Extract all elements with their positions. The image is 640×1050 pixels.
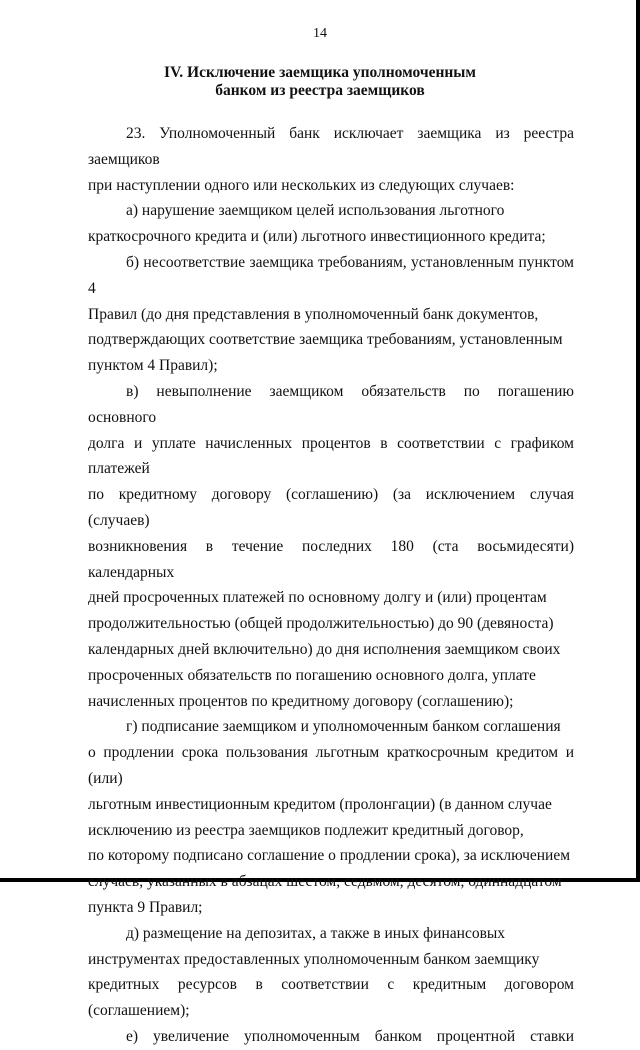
section-title <box>0 64 640 100</box>
page-number: 14 <box>313 26 327 41</box>
section-title-line-1: IV. Исключение заемщика уполномоченным <box>164 64 476 81</box>
document-body <box>88 121 574 1050</box>
section-title-line-2: банком из реестра заемщиков <box>215 82 425 99</box>
paragraph-23: 23. Уполномоченный банк исключает заемщика из реестра заемщиков при наступлении одного или нескольких из следующих случаев: <box>88 125 574 194</box>
paragraph-e: е) увеличение уполномоченным банком процентной ставки <box>126 1027 574 1045</box>
paragraph-g: г) подписание заемщиком и уполномоченным банком соглашения о продлении срока пользования льготным краткосрочным кредитом и (или) льготным инвестиционным кредитом (пролонгации) (в данном случае исключению из реестра заемщиков подлежит кредитный договор, по которому подписано соглашение о продлении срока), за исключением случаев, указанных в абзацах шестом, седьмом, десятом, одиннадцатом пункта 9 Правил; <box>88 718 574 916</box>
paragraph-d: д) размещение на депозитах, а также в иных финансовых инструментах предоставленных уполномоченным банком заемщику кредитных ресурсов в соответствии с кредитным договором (соглашением); <box>88 924 574 1020</box>
paragraph-b: б) несоответствие заемщика требованиям, установленным пунктом 4 Правил (до дня представления в уполномоченный банк документов, подтверждающих соответствие заемщика требованиям, установленным пунктом 4 Правил); <box>88 253 574 375</box>
paragraph-v: в) невыполнение заемщиком обязательств по погашению основного долга и уплате начисленных процентов в соответствии с графиком платежей по кредитному договору (соглашению) (за исключением случая (случаев) возникновения в течение последних 180 (ста восьмидесяти) календарных дней просроченных платежей по основному долгу и (или) процентам продолжительностью (общей продолжительностью) до 90 (девяноста) календарных дней включительно) до дня исполнения заемщиком своих просроченных обязательств по погашению основного долга, уплате начисленных процентов по кредитному договору (соглашению); <box>88 382 574 710</box>
paragraph-a: а) нарушение заемщиком целей использования льготного краткосрочного кредита и (или) льготного инвестиционного кредита; <box>88 202 546 246</box>
